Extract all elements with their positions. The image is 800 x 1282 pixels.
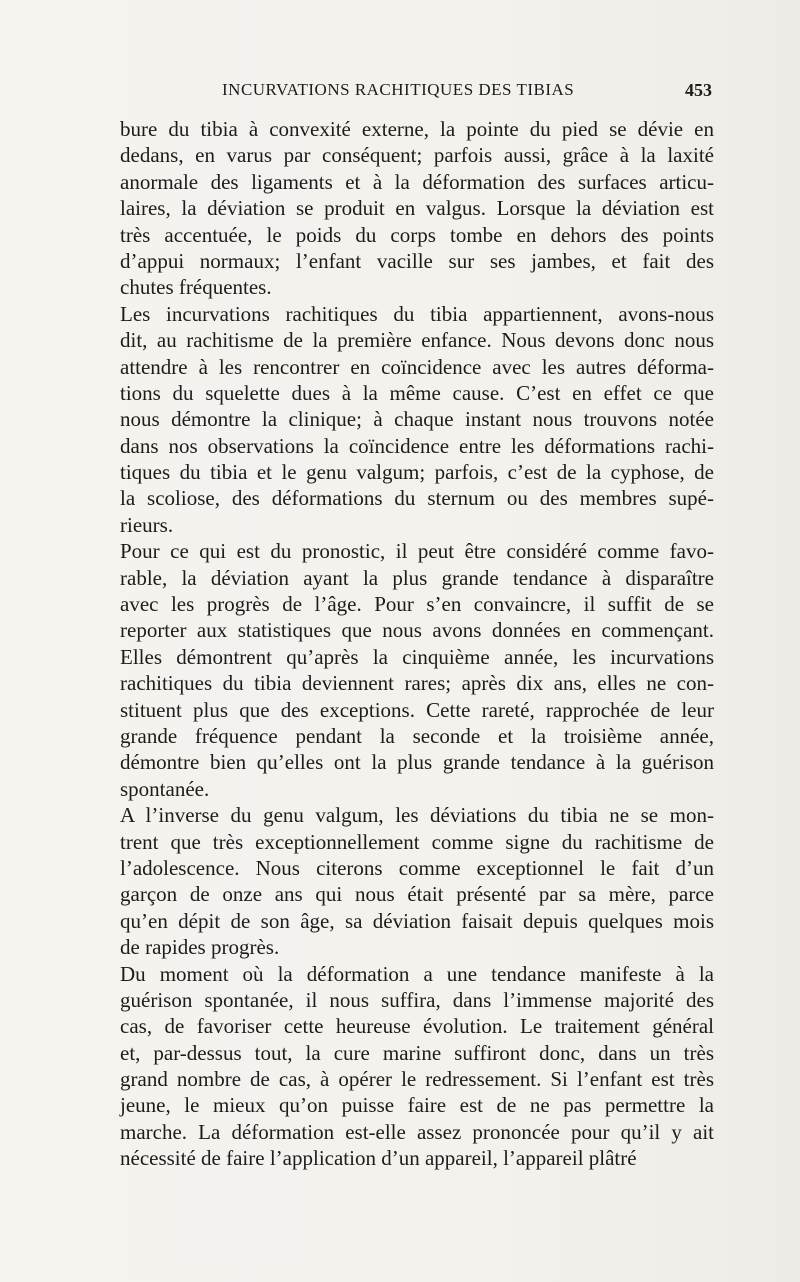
- text-line: nous démontre la clinique; à chaque instant nous trouvons notée: [120, 407, 714, 432]
- text-line: bure du tibia à convexité externe, la pointe du pied se dévie en: [120, 117, 714, 141]
- paragraph: [120, 301, 714, 539]
- text-line: anormale des ligaments et à la déformation des surfaces articu-: [120, 169, 714, 194]
- text-line: Pour ce qui est du pronostic, il peut être considéré comme favo-: [120, 539, 714, 564]
- text-line: et, par-dessus tout, la cure marine suffiront donc, dans un très: [120, 1040, 714, 1065]
- text-line: de rapides progrès.: [120, 935, 280, 960]
- page-number: 453: [685, 80, 712, 100]
- text-line: spontanée.: [120, 776, 210, 801]
- text-line: la scoliose, des déformations du sternum ou des membres supé-: [120, 486, 714, 511]
- text-line: chutes fréquentes.: [120, 275, 272, 300]
- running-head: [120, 80, 712, 106]
- text-line: qu’en dépit de son âge, sa déviation faisait depuis quelques mois: [120, 908, 714, 933]
- text-line: démontre bien qu’elles ont la plus grande tendance à la guérison: [120, 750, 714, 775]
- text-line: jeune, le mieux qu’on puisse faire est de ne pas permettre la: [120, 1093, 714, 1118]
- text-line: stituent plus que des exceptions. Cette rareté, rapprochée de leur: [120, 697, 714, 722]
- text-line: nécessité de faire l’application d’un appareil, l’appareil plâtré: [120, 1146, 637, 1171]
- text-line: rachitiques du tibia deviennent rares; après dix ans, elles ne con-: [120, 671, 714, 696]
- text-line: A l’inverse du genu valgum, les déviations du tibia ne se mon-: [120, 803, 714, 828]
- text-line: laires, la déviation se produit en valgus. Lorsque la déviation est: [120, 196, 714, 221]
- paragraph: [120, 538, 714, 802]
- paragraph: [120, 961, 714, 1172]
- text-line: tiques du tibia et le genu valgum; parfois, c’est de la cyphose, de: [120, 460, 714, 485]
- text-line: grande fréquence pendant la seconde et la troisième année,: [120, 723, 714, 748]
- text-line: guérison spontanée, il nous suffira, dans l’immense majorité des: [120, 987, 714, 1012]
- text-line: garçon de onze ans qui nous était présenté par sa mère, parce: [120, 882, 714, 907]
- text-line: Elles démontrent qu’après la cinquième année, les incurvations: [120, 644, 714, 669]
- text-line: dit, au rachitisme de la première enfance. Nous devons donc nous: [120, 328, 714, 353]
- text-line: attendre à les rencontrer en coïncidence avec les autres déforma-: [120, 354, 714, 379]
- body-text: [120, 116, 714, 1172]
- text-line: d’appui normaux; l’enfant vacille sur ses jambes, et fait des: [120, 248, 714, 273]
- text-line: Les incurvations rachitiques du tibia appartiennent, avons-nous: [120, 301, 714, 326]
- running-title: INCURVATIONS RACHITIQUES DES TIBIAS: [222, 80, 575, 99]
- text-line: dedans, en varus par conséquent; parfois aussi, grâce à la laxité: [120, 143, 714, 168]
- paragraph: [120, 802, 714, 960]
- text-line: reporter aux statistiques que nous avons données en commençant.: [120, 618, 714, 643]
- paragraph: [120, 116, 714, 301]
- text-line: marche. La déformation est-elle assez prononcée pour qu’il y ait: [120, 1119, 714, 1144]
- text-line: grand nombre de cas, à opérer le redressement. Si l’enfant est très: [120, 1067, 714, 1092]
- text-line: cas, de favoriser cette heureuse évolution. Le traitement général: [120, 1014, 714, 1039]
- text-line: rable, la déviation ayant la plus grande tendance à disparaître: [120, 565, 714, 590]
- text-line: Du moment où la déformation a une tendance manifeste à la: [120, 961, 714, 986]
- text-line: très accentuée, le poids du corps tombe en dehors des points: [120, 222, 714, 247]
- text-line: tions du squelette dues à la même cause. C’est en effet ce que: [120, 380, 714, 405]
- text-line: trent que très exceptionnellement comme signe du rachitisme de: [120, 829, 714, 854]
- text-line: avec les progrès de l’âge. Pour s’en convaincre, il suffit de se: [120, 592, 714, 617]
- text-line: rieurs.: [120, 512, 174, 537]
- text-line: l’adolescence. Nous citerons comme exceptionnel le fait d’un: [120, 855, 714, 880]
- text-line: dans nos observations la coïncidence entre les déformations rachi-: [120, 433, 714, 458]
